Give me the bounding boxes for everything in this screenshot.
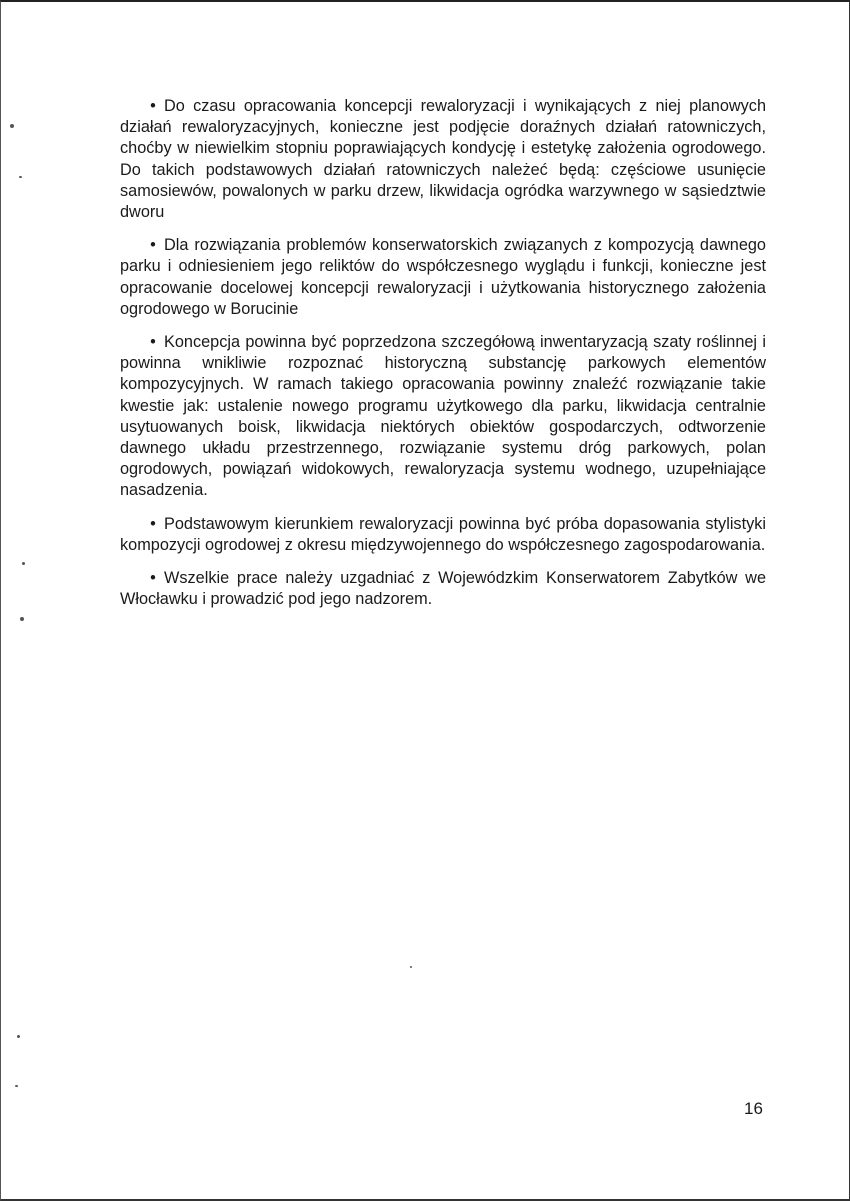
bullet-paragraph-3: [120, 332, 766, 502]
paragraph-text: Dla rozwiązania problemów konserwatorskich związanych z kompozycją dawnego parku i odniesieniem jego reliktów do współczesnego wyglądu i funkcji, konieczne jest opracowanie docelowej koncepcji rewaloryzacji i użytkowania historycznego założenia ogrodowego w Borucinie: [120, 236, 766, 318]
bullet-paragraph-2: [120, 235, 766, 320]
bullet-icon: •: [150, 236, 156, 255]
page-number: 16: [744, 1099, 763, 1118]
bullet-icon: •: [150, 97, 156, 115]
paragraph-text: Wszelkie prace należy uzgadniać z Wojewódzkim Konserwatorem Zabytków we Włocławku i prowadzić pod jego nadzorem.: [120, 569, 766, 609]
bullet-icon: •: [150, 569, 156, 588]
paragraph-text: Koncepcja powinna być poprzedzona szczegółową inwentaryzacją szaty roślinnej i powinna wnikliwie rozpoznać historyczną substancję parkowych elementów kompozycyjnych. W ramach takiego opracowania powinny znaleźć rozwiązanie takie kwestie jak: ustalenie nowego programu użytkowego dla parku, likwidacja centralnie usytuowanych boisk, likwidacja niektórych obiektów gospodarczych, odtworzenie dawnego układu przestrzennego, rozwiązanie systemu dróg parkowych, polan ogrodowych, powiązań widokowych, rewaloryzacja systemu wodnego, uzupełniające nasadzenia.: [120, 333, 766, 500]
scan-speck: [22, 562, 25, 565]
scan-speck: [10, 124, 14, 128]
bullet-icon: •: [150, 514, 156, 533]
scan-speck: [17, 1035, 20, 1038]
bullet-icon: •: [150, 333, 156, 352]
scan-speck: [20, 617, 24, 621]
scan-speck: [19, 176, 22, 178]
paragraph-text: Podstawowym kierunkiem rewaloryzacji powinna być próba dopasowania stylistyki kompozycji ogrodowej z okresu międzywojennego do współczesnego zagospodarowania.: [120, 514, 766, 554]
paragraph-text: Do czasu opracowania koncepcji rewaloryzacji i wynikających z niej planowych działań rewaloryzacyjnych, konieczne jest podjęcie doraźnych działań ratowniczych, choćby w niewielkim stopniu poprawiających kondycję i estetykę założenia ogrodowego. Do takich podstawowych działań ratowniczych należeć będą: częściowe usunięcie samosiewów, powalonych w parku drzew, likwidacja ogródka warzywnego w sąsiedztwie dworu: [120, 97, 766, 222]
document-body: [120, 96, 766, 622]
bullet-paragraph-1: [120, 96, 766, 223]
scan-speck: [15, 1085, 18, 1087]
bullet-paragraph-5: [120, 568, 766, 610]
bullet-paragraph-4: [120, 514, 766, 556]
scan-speck: [410, 966, 412, 968]
